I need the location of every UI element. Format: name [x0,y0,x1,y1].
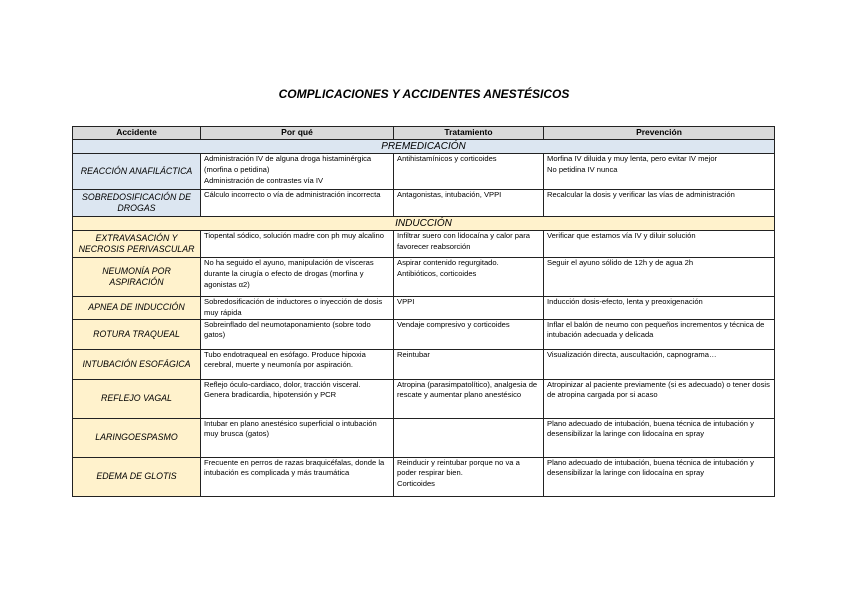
cell-accidente: NEUMONÍA POR ASPIRACIÓN [73,258,201,297]
cell-line: Reflejo óculo-cardiaco, dolor, tracción visceral. [204,379,361,389]
cell-tratamiento [394,418,544,457]
cell-line: Visualización directa, auscultación, capnograma… [547,349,717,359]
cell-accidente: LARINGOESPASMO [73,418,201,457]
cell-line: Seguir el ayuno sólido de 12h y de agua 2h [547,258,694,267]
cell-porque [201,190,394,217]
complications-table [72,126,775,497]
section-row [73,217,775,231]
cell-porque [201,258,394,297]
cell-line: Inflar el balón de neumo con pequeños incrementos y técnica de intubación adecuada y delicada [547,319,765,340]
cell-prevencion [544,319,775,349]
cell-line: No ha seguido el ayuno, manipulación de vísceras durante la cirugía o efecto de drogas (morfina y agonistas α2) [204,258,374,289]
table-row [73,231,775,258]
table-row [73,349,775,379]
cell-tratamiento [394,349,544,379]
cell-accidente: SOBREDOSIFICACIÓN DE DROGAS [73,190,201,217]
cell-line: Plano adecuado de intubación, buena técnica de intubación y desensibilizar la laringe con lidocaína en spray [547,457,754,478]
cell-tratamiento [394,379,544,418]
table-row [73,457,775,496]
document-title: COMPLICACIONES Y ACCIDENTES ANESTÉSICOS [278,87,570,101]
section-row [73,140,775,154]
cell-accidente: ROTURA TRAQUEAL [73,319,201,349]
cell-tratamiento [394,297,544,320]
cell-line: Administración IV de alguna droga histaminérgica (morfina o petidina) [204,154,372,174]
cell-prevencion [544,258,775,297]
cell-porque [201,297,394,320]
table-row [73,319,775,349]
cell-accidente: APNEA DE INDUCCIÓN [73,297,201,320]
cell-prevencion [544,418,775,457]
cell-line: Aspirar contenido regurgitado. Antibióticos, corticoides [397,258,499,278]
table-row [73,379,775,418]
header-tratamiento: Tratamiento [394,127,544,140]
table-row [73,418,775,457]
cell-accidente: REFLEJO VAGAL [73,379,201,418]
cell-prevencion [544,231,775,258]
cell-line: Intubar en plano anestésico superficial o intubación muy brusca (gatos) [204,418,377,439]
cell-line: Reintubar [397,349,430,359]
cell-line: Genera bradicardia, hipotensión y PCR [204,390,337,400]
cell-line: Frecuente en perros de razas braquicéfalas, donde la intubación es complicada y más traumática [204,457,385,478]
section-label: INDUCCIÓN [73,217,775,231]
cell-line: Sobreinflado del neumotaponamiento (sobre todo gatos) [204,319,371,340]
cell-line: Infiltrar suero con lidocaína y calor para favorecer reabsorción [397,231,530,251]
cell-line: Atropinizar al paciente previamente (si es adecuado) o tener dosis de atropina cargada por si acaso [547,379,770,400]
cell-line: Tiopental sódico, solución madre con ph muy alcalino [204,231,384,240]
table-row [73,154,775,190]
cell-line: Tubo endotraqueal en esófago. Produce hipoxia cerebral, muerte y neumonía por aspiración. [204,349,366,370]
cell-line: Recalcular la dosis y verificar las vías de administración [547,190,735,199]
cell-accidente: EXTRAVASACIÓN Y NECROSIS PERIVASCULAR [73,231,201,258]
cell-line: No petidina IV nunca [547,164,618,174]
table-header-row [73,127,775,140]
cell-accidente: INTUBACIÓN ESOFÁGICA [73,349,201,379]
cell-tratamiento [394,258,544,297]
cell-line: Atropina (parasimpatolítico), analgesia de rescate y aumentar plano anestésico [397,379,538,400]
table-row [73,190,775,217]
cell-line: Administración de contrastes vía IV [204,175,324,185]
cell-tratamiento [394,190,544,217]
cell-porque [201,418,394,457]
table-row [73,258,775,297]
cell-prevencion [544,190,775,217]
cell-line: Plano adecuado de intubación, buena técnica de intubación y desensibilizar la laringe con lidocaína en spray [547,418,754,439]
cell-line: Morfina IV diluida y muy lenta, pero evitar IV mejor [547,154,718,163]
cell-line: Corticoides [397,479,435,489]
cell-tratamiento [394,231,544,258]
cell-prevencion [544,349,775,379]
cell-line: Reinducir y reintubar porque no va a poder respirar bien. [397,457,520,478]
cell-accidente: REACCIÓN ANAFILÁCTICA [73,154,201,190]
cell-prevencion [544,154,775,190]
cell-line: VPPI [397,297,415,306]
table-body [73,140,775,497]
cell-tratamiento [394,457,544,496]
cell-porque [201,457,394,496]
cell-tratamiento [394,154,544,190]
cell-prevencion [544,297,775,320]
cell-porque [201,154,394,190]
cell-line: Inducción dosis-efecto, lenta y preoxigenación [547,297,703,306]
cell-line: Verificar que estamos vía IV y diluir solución [547,231,696,240]
cell-accidente: EDEMA DE GLOTIS [73,457,201,496]
header-porque: Por qué [201,127,394,140]
cell-line: Cálculo incorrecto o vía de administración incorrecta [204,190,381,199]
section-label: PREMEDICACIÓN [73,140,775,154]
cell-line: Vendaje compresivo y corticoides [397,319,510,329]
cell-tratamiento [394,319,544,349]
header-prevencion: Prevención [544,127,775,140]
header-accidente: Accidente [73,127,201,140]
cell-line: Sobredosificación de inductores o inyección de dosis muy rápida [204,297,383,317]
cell-line: Antagonistas, intubación, VPPI [397,190,502,199]
cell-prevencion [544,379,775,418]
cell-porque [201,349,394,379]
cell-porque [201,319,394,349]
cell-porque [201,379,394,418]
table-row [73,297,775,320]
cell-porque [201,231,394,258]
cell-prevencion [544,457,775,496]
cell-line: Antihistamínicos y corticoides [397,154,497,163]
